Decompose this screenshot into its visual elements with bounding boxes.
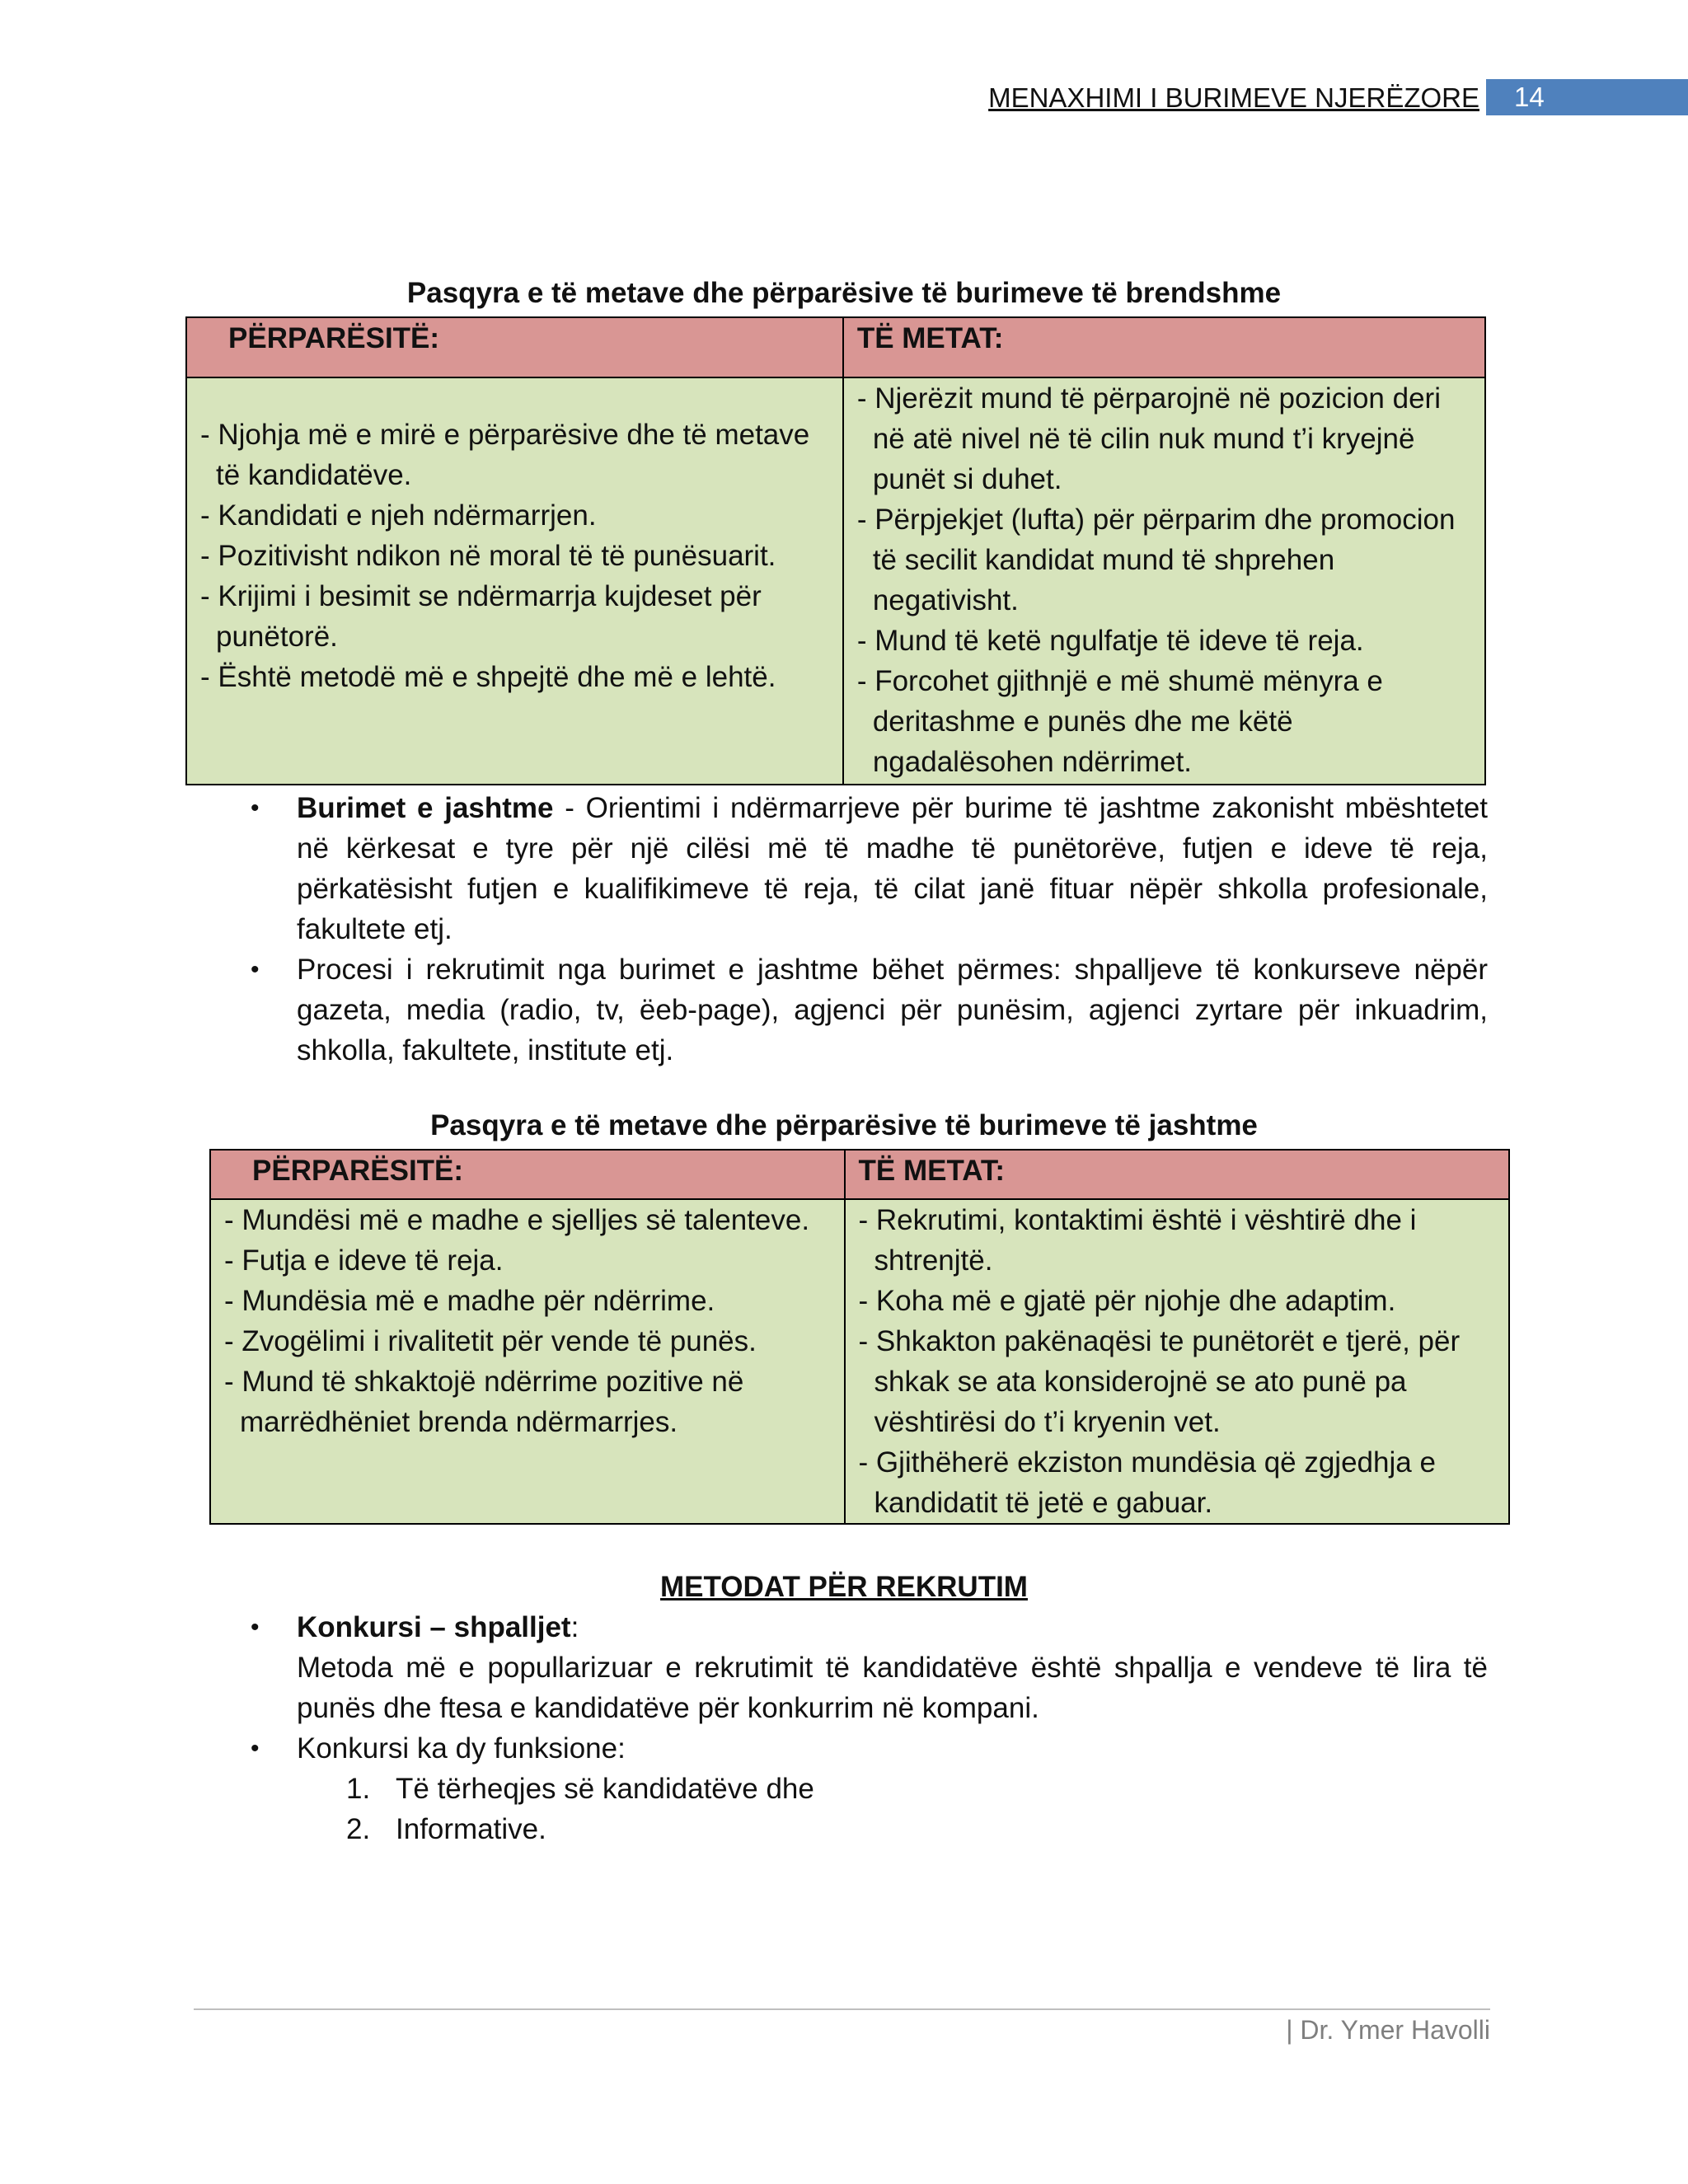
table2-external-sources [209, 1149, 1510, 1525]
table1-advantages-cell [186, 377, 843, 785]
table1-disadvantage-item: - Përpjekjet (lufta) për përparim dhe promocion të secilit kandidat mund të shprehen negativisht. [856, 504, 1456, 616]
table1-advantage-item: - Njohja më e mirë e përparësive dhe të metave të kandidatëve. [200, 419, 810, 491]
bullet-dot: • [251, 1614, 260, 1641]
table2-advantages-cell [210, 1199, 845, 1524]
table1-disadvantages-list [844, 378, 1484, 782]
table2-disadvantage-item: - Rekrutimi, kontaktimi është i vështirë dhe i shtrenjtë. [858, 1204, 1417, 1277]
footer-author: | Dr. Ymer Havolli [1286, 2015, 1490, 2045]
table1-col2-header: TË METAT: [843, 317, 1485, 377]
table2-disadvantages-cell [845, 1199, 1510, 1524]
table1-advantage-item: - Krijimi i besimit se ndërmarrja kujdeset për punëtorë. [200, 580, 762, 653]
table1-advantages-list [187, 415, 842, 697]
table1-col1-header: PËRPARËSITË: [186, 317, 843, 377]
methods-bullets [251, 1607, 1488, 1849]
table1-advantage-item: - Është metodë më e shpejtë dhe më e lehtë. [200, 661, 776, 693]
page-number: 14 [1486, 79, 1688, 115]
table1-advantage-item: - Pozitivisht ndikon në moral të të punësuarit. [200, 540, 776, 572]
bullet-dot: • [251, 794, 260, 822]
table2-advantage-item: - Futja e ideve të reja. [224, 1244, 504, 1277]
bullet-bold-term: Burimet e jashtme [297, 792, 554, 824]
table1-disadvantage-item: - Forcohet gjithnjë e më shumë mënyra e deritashme e punës dhe me këtë ngadalësohen ndërrimet. [856, 665, 1383, 778]
table2-caption: Pasqyra e të metave dhe përparësive të burimeve të jashtme [430, 1109, 1258, 1141]
bullet-text: Procesi i rekrutimit nga burimet e jashtme bëhet përmes: shpalljeve të konkurseve nëpër gazeta, media (radio, tv, ëeb-page), agjenci për punësim, agjenci zyrtare për inkuadrim, shkolla, fakultete, institute etj. [297, 954, 1488, 1066]
method-colon: : [570, 1611, 579, 1643]
table2-advantage-item: - Mundësi më e madhe e sjelljes së talenteve. [224, 1204, 810, 1236]
numbered-item [346, 1809, 1488, 1849]
table2-advantages-list [211, 1200, 844, 1442]
table2-col2-header: TË METAT: [845, 1150, 1510, 1199]
footer-divider [194, 2008, 1490, 2010]
table1-disadvantage-item: - Mund të ketë ngulfatje të ideve të reja. [856, 625, 1364, 657]
table1-disadvantage-item: - Njerëzit mund të përparojnë në pozicion deri në atë nivel në të cilin nuk mund t’i kryejnë punët si duhet. [856, 382, 1441, 495]
table2-disadvantage-item: - Koha më e gjatë për njohje dhe adaptim. [858, 1285, 1396, 1317]
table2-disadvantages-list [846, 1200, 1509, 1523]
numbered-item [346, 1769, 1488, 1809]
numbered-item-number: 2. [346, 1813, 371, 1845]
bullet-item-konkursi [251, 1607, 1488, 1728]
table2-col1-header: PËRPARËSITË: [210, 1150, 845, 1199]
numbered-item-number: 1. [346, 1773, 371, 1805]
external-sources-bullets [251, 788, 1488, 1071]
bullet-item-external-sources [251, 788, 1488, 949]
header-title: MENAXHIMI I BURIMEVE NJERËZORE [988, 82, 1479, 113]
method-bold-term: Konkursi – shpalljet [297, 1611, 571, 1643]
numbered-item-text: Informative. [396, 1813, 546, 1845]
bullet-dot: • [251, 956, 260, 983]
bullet-item-functions [251, 1728, 1488, 1849]
methods-title: METODAT PËR REKRUTIM [660, 1571, 1028, 1603]
page-header [824, 79, 1688, 120]
table1-disadvantages-cell [843, 377, 1485, 785]
table1-caption: Pasqyra e të metave dhe përparësive të burimeve të brendshme [406, 277, 1282, 309]
numbered-list [297, 1769, 1488, 1849]
table1-advantage-item: - Kandidati e njeh ndërmarrjen. [200, 499, 597, 532]
table2-advantage-item: - Zvogëlimi i rivalitetit për vende të punës. [224, 1325, 757, 1357]
method-functions-text: Konkursi ka dy funksione: [297, 1732, 626, 1765]
numbered-item-text: Të tërheqjes së kandidatëve dhe [396, 1773, 814, 1805]
bullet-dot: • [251, 1735, 260, 1762]
table1-internal-sources [185, 316, 1486, 785]
table2-advantage-item: - Mundësia më e madhe për ndërrime. [224, 1285, 715, 1317]
table2-advantage-item: - Mund të shkaktojë ndërrime pozitive në marrëdhëniet brenda ndërmarrjes. [224, 1366, 744, 1438]
bullet-text: - Orientimi i ndërmarrjeve për burime të jashtme zakonisht mbështetet në kërkesat e tyre për një cilësi më të madhe të punëtorëve, futjen e ideve të reja, përkatësisht futjen e kualifikimeve të reja, të cilat janë fituar nëpër shkolla profesionale, fakultete etj. [297, 792, 1489, 945]
bullet-item-recruitment-process [251, 949, 1488, 1071]
table2-disadvantage-item: - Gjithëherë ekziston mundësia që zgjedhja e kandidatit të jetë e gabuar. [858, 1446, 1436, 1519]
method-description: Metoda më e popullarizuar e rekrutimit të kandidatëve është shpallja e vendeve të lira të punës dhe ftesa e kandidatëve për konkurrim në kompani. [297, 1652, 1488, 1724]
table2-disadvantage-item: - Shkakton pakënaqësi te punëtorët e tjerë, për shkak se ata konsiderojnë se ato punë pa vështirësi do t’i kryenin vet. [858, 1325, 1461, 1438]
